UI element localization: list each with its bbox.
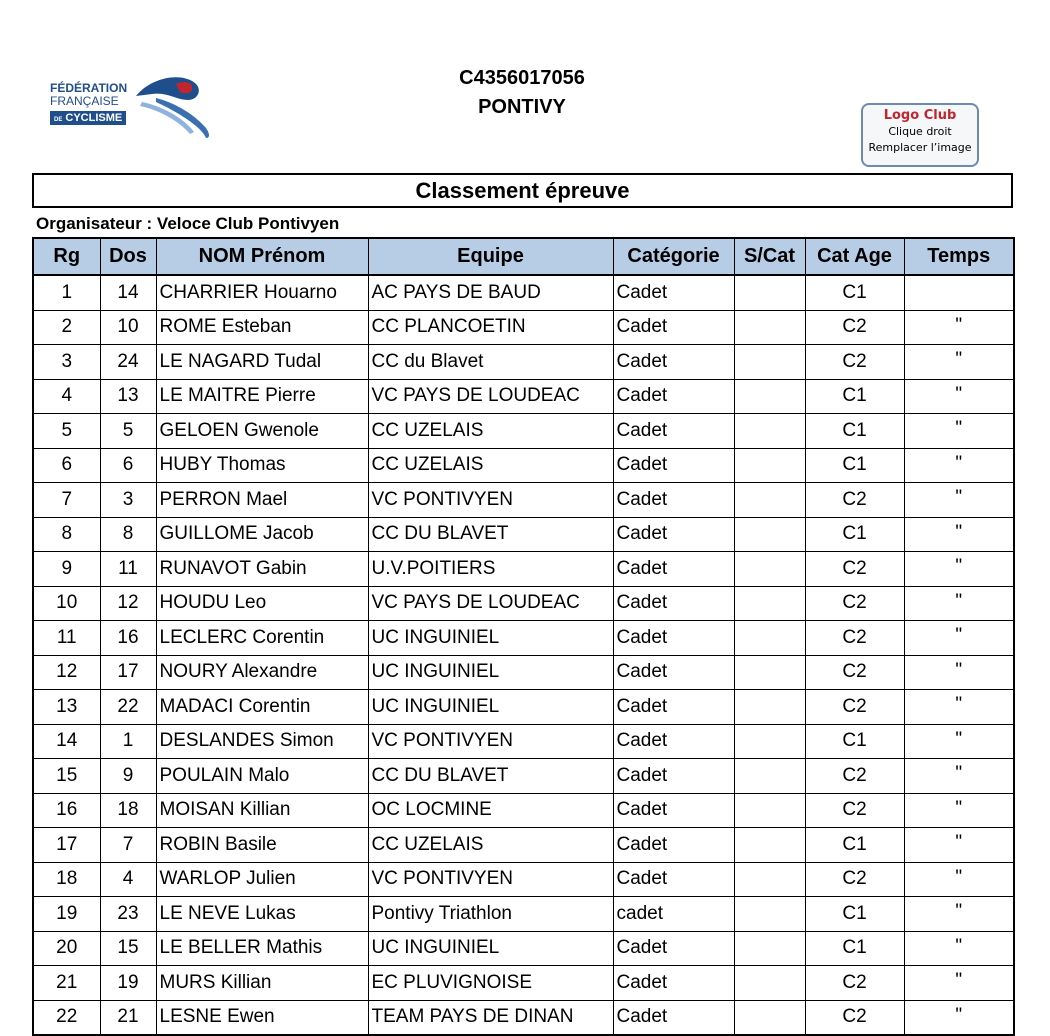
cell-name: GUILLOME Jacob <box>156 517 368 552</box>
cell-subcategory <box>734 345 805 380</box>
cell-time <box>904 275 1014 310</box>
cell-age-category: C1 <box>805 448 904 483</box>
cell-team: CC du Blavet <box>368 345 613 380</box>
cell-time: " <box>904 862 1014 897</box>
cell-subcategory <box>734 690 805 725</box>
cell-bib: 15 <box>100 931 156 966</box>
cell-time: " <box>904 448 1014 483</box>
cell-team: CC DU BLAVET <box>368 517 613 552</box>
cell-subcategory <box>734 621 805 656</box>
cell-rank: 19 <box>33 897 100 932</box>
table-row <box>33 414 1014 449</box>
cell-team: CC UZELAIS <box>368 448 613 483</box>
race-city: PONTIVY <box>478 96 566 118</box>
results-body <box>33 275 1014 1035</box>
cell-team: UC INGUINIEL <box>368 621 613 656</box>
column-header-time: Temps <box>904 238 1014 275</box>
cell-team: CC PLANCOETIN <box>368 310 613 345</box>
cell-age-category: C2 <box>805 690 904 725</box>
cell-name: CHARRIER Houarno <box>156 275 368 310</box>
cell-subcategory <box>734 586 805 621</box>
cell-bib: 17 <box>100 655 156 690</box>
cell-time: " <box>904 379 1014 414</box>
table-row <box>33 448 1014 483</box>
cell-category: Cadet <box>613 621 734 656</box>
cell-subcategory <box>734 275 805 310</box>
cell-subcategory <box>734 897 805 932</box>
table-row <box>33 586 1014 621</box>
cell-category: cadet <box>613 897 734 932</box>
table-row <box>33 862 1014 897</box>
cell-bib: 18 <box>100 793 156 828</box>
cell-team: UC INGUINIEL <box>368 690 613 725</box>
cell-rank: 18 <box>33 862 100 897</box>
table-row <box>33 552 1014 587</box>
cell-age-category: C2 <box>805 552 904 587</box>
cell-age-category: C1 <box>805 517 904 552</box>
table-header-row <box>33 238 1014 275</box>
cell-subcategory <box>734 966 805 1001</box>
federation-line-1: FÉDÉRATION <box>50 81 128 95</box>
table-row <box>33 793 1014 828</box>
cell-bib: 14 <box>100 275 156 310</box>
race-code: C4356017056 <box>459 67 585 89</box>
cell-age-category: C2 <box>805 586 904 621</box>
table-row <box>33 828 1014 863</box>
cell-time: " <box>904 724 1014 759</box>
cell-rank: 15 <box>33 759 100 794</box>
cell-name: ROBIN Basile <box>156 828 368 863</box>
cell-time: " <box>904 517 1014 552</box>
cell-subcategory <box>734 517 805 552</box>
cell-team: VC PONTIVYEN <box>368 862 613 897</box>
cell-name: LE BELLER Mathis <box>156 931 368 966</box>
cell-bib: 9 <box>100 759 156 794</box>
table-row <box>33 966 1014 1001</box>
cell-subcategory <box>734 1000 805 1035</box>
table-row <box>33 724 1014 759</box>
cell-age-category: C1 <box>805 275 904 310</box>
cell-age-category: C1 <box>805 724 904 759</box>
cell-time: " <box>904 310 1014 345</box>
federation-prefix: DE <box>54 117 63 123</box>
cell-category: Cadet <box>613 966 734 1001</box>
cell-subcategory <box>734 448 805 483</box>
cell-team: CC UZELAIS <box>368 828 613 863</box>
cell-age-category: C2 <box>805 483 904 518</box>
cell-bib: 19 <box>100 966 156 1001</box>
cell-category: Cadet <box>613 862 734 897</box>
cell-team: EC PLUVIGNOISE <box>368 966 613 1001</box>
cell-name: POULAIN Malo <box>156 759 368 794</box>
cell-time: " <box>904 931 1014 966</box>
cell-name: LE NAGARD Tudal <box>156 345 368 380</box>
cell-name: LECLERC Corentin <box>156 621 368 656</box>
cell-name: LE NEVE Lukas <box>156 897 368 932</box>
cell-time: " <box>904 552 1014 587</box>
cell-category: Cadet <box>613 931 734 966</box>
cell-team: OC LOCMINE <box>368 793 613 828</box>
table-row <box>33 310 1014 345</box>
federation-bar-text: CYCLISME <box>65 112 123 124</box>
cell-time: " <box>904 345 1014 380</box>
cell-rank: 20 <box>33 931 100 966</box>
cell-team: VC PONTIVYEN <box>368 724 613 759</box>
cell-bib: 5 <box>100 414 156 449</box>
cell-category: Cadet <box>613 414 734 449</box>
cell-team: CC DU BLAVET <box>368 759 613 794</box>
cell-name: NOURY Alexandre <box>156 655 368 690</box>
organiser-label: Organisateur : Veloce Club Pontivyen <box>36 214 340 233</box>
cell-subcategory <box>734 552 805 587</box>
cell-bib: 6 <box>100 448 156 483</box>
cell-bib: 24 <box>100 345 156 380</box>
results-table <box>32 237 1015 1036</box>
cell-category: Cadet <box>613 379 734 414</box>
column-header-name: NOM Prénom <box>156 238 368 275</box>
table-row <box>33 379 1014 414</box>
cell-age-category: C2 <box>805 862 904 897</box>
cell-team: VC PONTIVYEN <box>368 483 613 518</box>
cell-bib: 22 <box>100 690 156 725</box>
cell-name: ROME Esteban <box>156 310 368 345</box>
cell-time: " <box>904 1000 1014 1035</box>
cell-rank: 14 <box>33 724 100 759</box>
cell-age-category: C2 <box>805 793 904 828</box>
cell-name: WARLOP Julien <box>156 862 368 897</box>
cell-subcategory <box>734 414 805 449</box>
cell-rank: 17 <box>33 828 100 863</box>
cell-bib: 1 <box>100 724 156 759</box>
cell-category: Cadet <box>613 828 734 863</box>
cell-time: " <box>904 414 1014 449</box>
cell-subcategory <box>734 862 805 897</box>
cell-bib: 12 <box>100 586 156 621</box>
cell-team: CC UZELAIS <box>368 414 613 449</box>
cell-rank: 13 <box>33 690 100 725</box>
cell-category: Cadet <box>613 517 734 552</box>
cell-subcategory <box>734 379 805 414</box>
cell-bib: 10 <box>100 310 156 345</box>
cell-name: MURS Killian <box>156 966 368 1001</box>
cell-time: " <box>904 793 1014 828</box>
cell-category: Cadet <box>613 793 734 828</box>
cell-category: Cadet <box>613 448 734 483</box>
cell-age-category: C2 <box>805 966 904 1001</box>
table-row <box>33 483 1014 518</box>
cell-bib: 16 <box>100 621 156 656</box>
table-row <box>33 931 1014 966</box>
cell-rank: 9 <box>33 552 100 587</box>
cell-age-category: C1 <box>805 414 904 449</box>
cell-category: Cadet <box>613 275 734 310</box>
column-header-rank: Rg <box>33 238 100 275</box>
cell-name: LESNE Ewen <box>156 1000 368 1035</box>
cell-bib: 4 <box>100 862 156 897</box>
cell-rank: 7 <box>33 483 100 518</box>
cell-team: UC INGUINIEL <box>368 655 613 690</box>
section-title: Classement épreuve <box>32 173 1013 208</box>
cell-age-category: C1 <box>805 931 904 966</box>
column-header-bib: Dos <box>100 238 156 275</box>
cell-bib: 3 <box>100 483 156 518</box>
cell-team: Pontivy Triathlon <box>368 897 613 932</box>
table-row <box>33 897 1014 932</box>
cell-rank: 11 <box>33 621 100 656</box>
cell-rank: 5 <box>33 414 100 449</box>
cell-age-category: C2 <box>805 310 904 345</box>
cell-subcategory <box>734 310 805 345</box>
cell-time: " <box>904 655 1014 690</box>
table-row <box>33 655 1014 690</box>
cell-time: " <box>904 690 1014 725</box>
cell-time: " <box>904 586 1014 621</box>
table-row <box>33 517 1014 552</box>
cell-rank: 8 <box>33 517 100 552</box>
cell-rank: 4 <box>33 379 100 414</box>
cell-name: MOISAN Killian <box>156 793 368 828</box>
club-logo-line2: Remplacer l’image <box>868 141 972 154</box>
cell-time: " <box>904 759 1014 794</box>
cell-category: Cadet <box>613 655 734 690</box>
cell-subcategory <box>734 483 805 518</box>
cell-rank: 6 <box>33 448 100 483</box>
cell-category: Cadet <box>613 586 734 621</box>
cell-subcategory <box>734 759 805 794</box>
cell-team: UC INGUINIEL <box>368 931 613 966</box>
club-logo-placeholder[interactable] <box>861 103 979 167</box>
cell-subcategory <box>734 828 805 863</box>
cell-age-category: C2 <box>805 1000 904 1035</box>
cell-bib: 8 <box>100 517 156 552</box>
cell-age-category: C1 <box>805 897 904 932</box>
cell-time: " <box>904 966 1014 1001</box>
cell-category: Cadet <box>613 345 734 380</box>
cell-rank: 12 <box>33 655 100 690</box>
cell-category: Cadet <box>613 483 734 518</box>
table-row <box>33 621 1014 656</box>
cell-rank: 2 <box>33 310 100 345</box>
cell-bib: 13 <box>100 379 156 414</box>
cell-team: VC PAYS DE LOUDEAC <box>368 379 613 414</box>
table-row <box>33 345 1014 380</box>
cell-rank: 10 <box>33 586 100 621</box>
table-row <box>33 690 1014 725</box>
cell-subcategory <box>734 793 805 828</box>
cell-category: Cadet <box>613 1000 734 1035</box>
cell-category: Cadet <box>613 310 734 345</box>
cell-category: Cadet <box>613 759 734 794</box>
cell-name: RUNAVOT Gabin <box>156 552 368 587</box>
club-logo-title: Logo Club <box>883 108 957 123</box>
cell-team: U.V.POITIERS <box>368 552 613 587</box>
cell-name: DESLANDES Simon <box>156 724 368 759</box>
cell-team: VC PAYS DE LOUDEAC <box>368 586 613 621</box>
cell-name: GELOEN Gwenole <box>156 414 368 449</box>
cell-name: HUBY Thomas <box>156 448 368 483</box>
cell-subcategory <box>734 931 805 966</box>
cell-name: LE MAITRE Pierre <box>156 379 368 414</box>
cell-name: PERRON Mael <box>156 483 368 518</box>
cell-age-category: C2 <box>805 655 904 690</box>
cell-category: Cadet <box>613 552 734 587</box>
table-row <box>33 759 1014 794</box>
column-header-subcategory: S/Cat <box>734 238 805 275</box>
cell-time: " <box>904 621 1014 656</box>
cell-team: TEAM PAYS DE DINAN <box>368 1000 613 1035</box>
cell-time: " <box>904 483 1014 518</box>
column-header-category: Catégorie <box>613 238 734 275</box>
table-row <box>33 1000 1014 1035</box>
cell-team: AC PAYS DE BAUD <box>368 275 613 310</box>
cell-rank: 16 <box>33 793 100 828</box>
cell-time: " <box>904 897 1014 932</box>
cell-category: Cadet <box>613 724 734 759</box>
column-header-team: Equipe <box>368 238 613 275</box>
cell-rank: 1 <box>33 275 100 310</box>
cell-bib: 11 <box>100 552 156 587</box>
cell-time: " <box>904 828 1014 863</box>
table-row <box>33 275 1014 310</box>
cell-name: MADACI Corentin <box>156 690 368 725</box>
column-header-age-category: Cat Age <box>805 238 904 275</box>
cell-rank: 21 <box>33 966 100 1001</box>
cell-category: Cadet <box>613 690 734 725</box>
cell-age-category: C2 <box>805 345 904 380</box>
cell-age-category: C2 <box>805 621 904 656</box>
cell-rank: 22 <box>33 1000 100 1035</box>
cell-name: HOUDU Leo <box>156 586 368 621</box>
club-logo-line1: Clique droit <box>888 125 952 138</box>
cell-rank: 3 <box>33 345 100 380</box>
federation-line-2: FRANÇAISE <box>50 94 119 108</box>
cell-age-category: C1 <box>805 379 904 414</box>
cell-bib: 23 <box>100 897 156 932</box>
cell-bib: 7 <box>100 828 156 863</box>
cell-age-category: C2 <box>805 759 904 794</box>
cell-age-category: C1 <box>805 828 904 863</box>
cell-bib: 21 <box>100 1000 156 1035</box>
cell-subcategory <box>734 655 805 690</box>
cell-subcategory <box>734 724 805 759</box>
